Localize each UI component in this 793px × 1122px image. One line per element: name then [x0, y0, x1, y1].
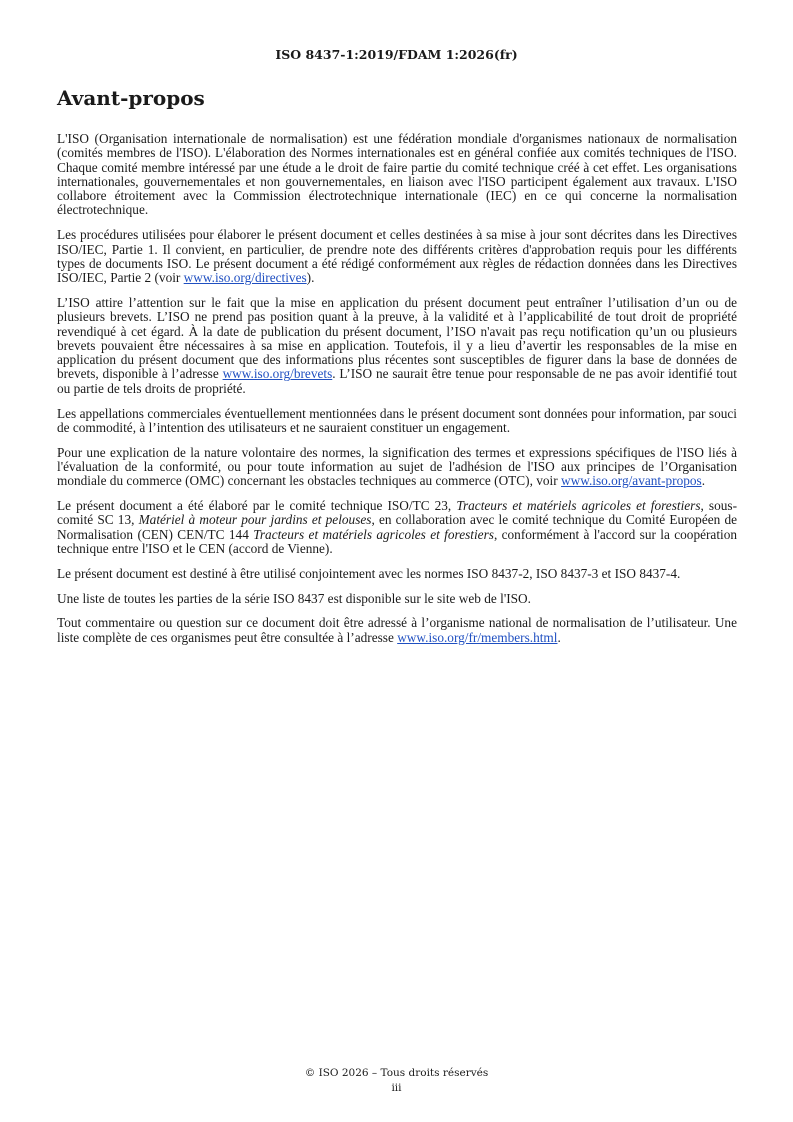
paragraph-voluntary-nature: Pour une explication de la nature volontaire des normes, la signification des termes et expressions spécifiques de l'ISO liés à l'évaluation de la conformité, ou pour toute information au sujet de l'adhésion de l'ISO aux principes de l’Organisation mondiale du commerce (OMC) concernant les obstacles techniques au commerce (OTC), voir www.iso.org/avant-propos. — [57, 444, 737, 489]
copyright-notice: © ISO 2026 – Tous droits réservés — [304, 1067, 489, 1079]
paragraph-procedures: Les procédures utilisées pour élaborer le présent document et celles destinées à sa mise à jour sont décrites dans les Directives ISO/IEC, Partie 1. Il convient, en particulier, de prendre note des différents critères d'approbation requis pour les différents types de documents ISO. Le présent document a été rédigé conformément aux règles de rédaction données dans les Directives ISO/IEC, Partie 2 (voir www.iso.org/directives). — [57, 227, 737, 286]
paragraph-feedback: Tout commentaire ou question sur ce document doit être adressé à l’organisme national de normalisation de l’utilisateur. Une liste complète de ces organismes peut être consultée à l’adresse www.iso.org/fr/members.html. — [57, 615, 737, 645]
paragraph-committee: Le présent document a été élaboré par le comité technique ISO/TC 23, Tracteurs et matériels agricoles et forestiers, sous-comité SC 13, Matériel à moteur pour jardins et pelouses, en collaboration avec le comité technique du Comité Européen de Normalisation (CEN) CEN/TC 144 Tracteurs et matériels agricoles et forestiers, conformément à l'accord sur la coopération technique entre l'ISO et le CEN (accord de Vienne). — [57, 498, 738, 556]
paragraph-trade-names: Les appellations commerciales éventuellement mentionnées dans le présent document sont données pour information, par souci de commodité, à l’intention des utilisateurs et ne sauraient constituer un engagement. — [57, 405, 737, 435]
patents-link[interactable]: www.iso.org/brevets — [222, 366, 333, 382]
directives-link[interactable]: www.iso.org/directives — [183, 270, 307, 286]
page-number: iii — [391, 1082, 402, 1094]
members-link[interactable]: www.iso.org/fr/members.html — [397, 629, 558, 645]
page-footer — [0, 1066, 793, 1096]
document-reference: ISO 8437-1:2019/FDAM 1:2026(fr) — [275, 47, 518, 62]
paragraph-iso-intro: L'ISO (Organisation internationale de normalisation) est une fédération mondiale d'organismes nationaux de normalisation (comités membres de l'ISO). L'élaboration des Normes internationales est en général confiée aux comités techniques de l'ISO. Chaque comité membre intéressé par une étude a le droit de faire partie du comité technique créé à cet effet. Les organisations internationales, gouvernementales et non gouvernementales, en liaison avec l'ISO participent également aux travaux. L'ISO collabore étroitement avec la Commission électrotechnique internationale (IEC) en ce qui concerne la normalisation électrotechnique. — [57, 131, 737, 218]
foreword-link[interactable]: www.iso.org/avant-propos — [561, 473, 702, 489]
paragraph-series-list: Une liste de toutes les parties de la série ISO 8437 est disponible sur le site web de l'ISO. — [57, 590, 531, 606]
paragraph-patents: L’ISO attire l’attention sur le fait que la mise en application du présent document peut entraîner l’utilisation d’un ou de plusieurs brevets. L’ISO ne prend pas position quant à la preuve, à la validité et à l’applicabilité de tout droit de propriété revendiqué à cet égard. À la date de publication du présent document, l’ISO n'avait pas reçu notification qu’un ou plusieurs brevets pouvaient être nécessaires à sa mise en application. Toutefois, il y a lieu d’avertir les responsables de la mise en application du présent document que des informations plus récentes sont susceptibles de figurer dans la base de données de brevets, disponible à l’adresse www.iso.org/brevets. L’ISO ne saurait être tenue pour responsable de ne pas avoir identifié tout ou partie de tels droits de propriété. — [57, 294, 737, 396]
paragraph-related-standards: Le présent document est destiné à être utilisé conjointement avec les normes ISO 8437-2, ISO 8437-3 et ISO 8437-4. — [57, 565, 681, 581]
page-title: Avant-propos — [57, 86, 205, 110]
foreword-body — [57, 132, 737, 655]
